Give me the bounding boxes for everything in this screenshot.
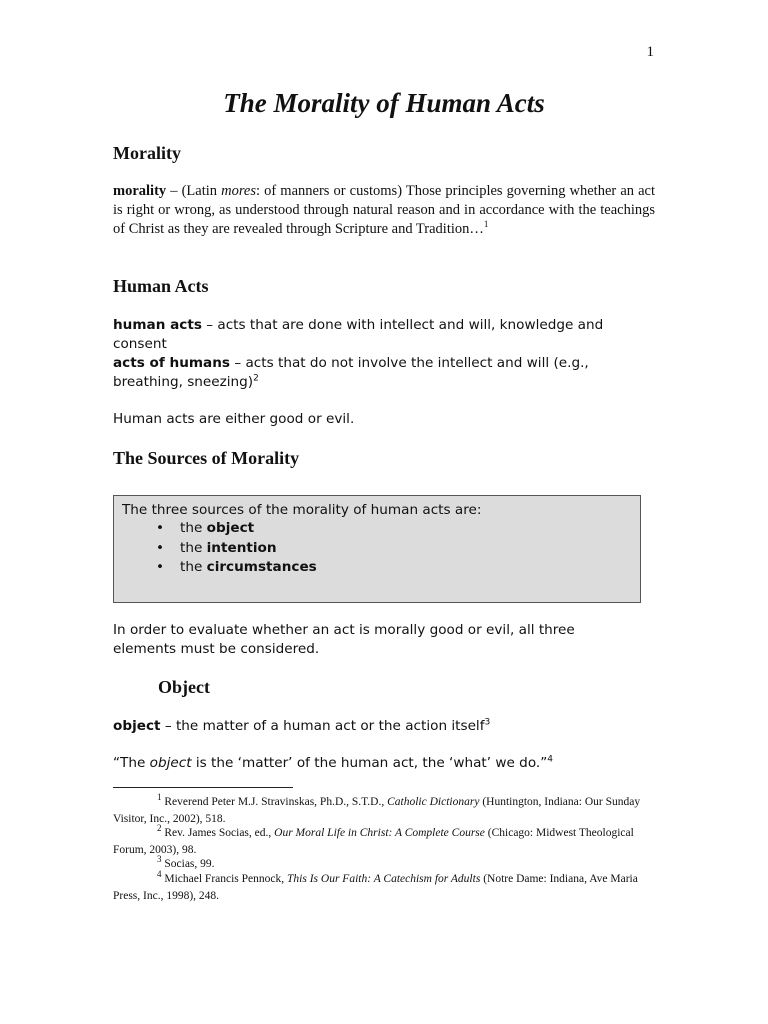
term-morality: morality <box>113 183 167 199</box>
list-item-prefix: the <box>180 520 207 536</box>
footnote-1-author: Reverend Peter M.J. Stravinskas, Ph.D., S.T.D., <box>161 796 388 808</box>
list-item-circumstances: circumstances <box>206 559 317 575</box>
sources-list <box>122 519 640 578</box>
term-object: object <box>113 718 161 734</box>
footnote-1-number: 1 <box>157 792 162 803</box>
human-acts-definition <box>113 316 655 354</box>
heading-human-acts: Human Acts <box>113 276 209 296</box>
footnote-3-text: Socias, 99. <box>161 858 215 870</box>
footnote-2 <box>113 825 658 859</box>
bullet-icon: • <box>156 539 165 556</box>
footnote-1 <box>113 794 658 828</box>
quote-object-term: object <box>149 755 192 771</box>
heading-sources-of-morality: The Sources of Morality <box>113 448 300 468</box>
list-item-prefix: the <box>180 559 207 575</box>
heading-object: Object <box>158 677 210 697</box>
footnote-ref-2: 2 <box>253 373 259 384</box>
footnote-1-title: Catholic Dictionary <box>387 796 480 808</box>
morality-def-part: – (Latin <box>166 183 222 199</box>
footnote-2-author: Rev. James Socias, ed., <box>161 827 275 839</box>
term-mores: mores <box>221 183 257 199</box>
footnote-4-title: This Is Our Faith: A Catechism for Adults <box>287 873 481 885</box>
footnote-4-author: Michael Francis Pennock, <box>161 873 288 885</box>
footnote-ref-3: 3 <box>484 717 491 728</box>
quote-part-1: “The <box>113 755 150 771</box>
footnote-divider <box>113 787 293 788</box>
quote-part-2: is the ‘matter’ of the human act, the ‘what’ we do.” <box>191 755 548 771</box>
good-or-evil-statement: Human acts are either good or evil. <box>113 411 355 427</box>
morality-def-text: : of manners or customs) Those principles governing whether an act is right or wrong, as understood through natural reason and in accordance with the teachings of Christ as they are revealed through Scripture and Tradition… <box>113 183 655 237</box>
footnote-3-number: 3 <box>157 854 162 865</box>
evaluate-paragraph: In order to evaluate whether an act is morally good or evil, all three elements must be considered. <box>113 622 575 657</box>
list-item <box>156 558 640 578</box>
page-number: 1 <box>646 44 654 60</box>
footnote-4 <box>113 871 658 905</box>
footnote-4-publisher: (Notre Dame: Indiana, Ave Maria Press, Inc., 1998), 248. <box>113 873 638 902</box>
human-acts-def-text: – acts that are done with intellect and will, knowledge and consent <box>113 317 604 352</box>
list-item-object: object <box>206 520 255 536</box>
acts-of-humans-definition <box>113 354 643 392</box>
footnote-4-number: 4 <box>157 869 162 880</box>
footnote-2-number: 2 <box>157 823 162 834</box>
list-item <box>156 519 640 539</box>
footnote-ref-4: 4 <box>547 754 553 765</box>
footnote-1-publisher: (Huntington, Indiana: Our Sunday Visitor, Inc., 2002), 518. <box>113 796 641 825</box>
object-quote <box>113 754 655 773</box>
page-title: The Morality of Human Acts <box>223 88 545 118</box>
object-def-text: – the matter of a human act or the action itself <box>160 718 485 734</box>
acts-of-humans-def-text: – acts that do not involve the intellect and will (e.g., breathing, sneezing) <box>113 355 589 390</box>
footnote-2-publisher: (Chicago: Midwest Theological Forum, 2003), 98. <box>113 827 634 856</box>
sources-box-intro: The three sources of the morality of human acts are: <box>122 502 482 518</box>
term-acts-of-humans: acts of humans <box>113 355 231 371</box>
footnote-ref-1: 1 <box>483 219 489 230</box>
heading-morality: Morality <box>113 143 181 163</box>
list-item <box>156 539 640 559</box>
bullet-icon: • <box>156 520 165 536</box>
object-definition <box>113 717 655 736</box>
list-item-intention: intention <box>206 539 277 556</box>
term-human-acts: human acts <box>113 317 202 333</box>
morality-definition <box>113 182 655 239</box>
bullet-icon: • <box>156 559 165 575</box>
footnote-2-title: Our Moral Life in Christ: A Complete Course <box>274 827 485 839</box>
sources-box <box>113 495 641 603</box>
list-item-prefix: the <box>180 539 207 556</box>
